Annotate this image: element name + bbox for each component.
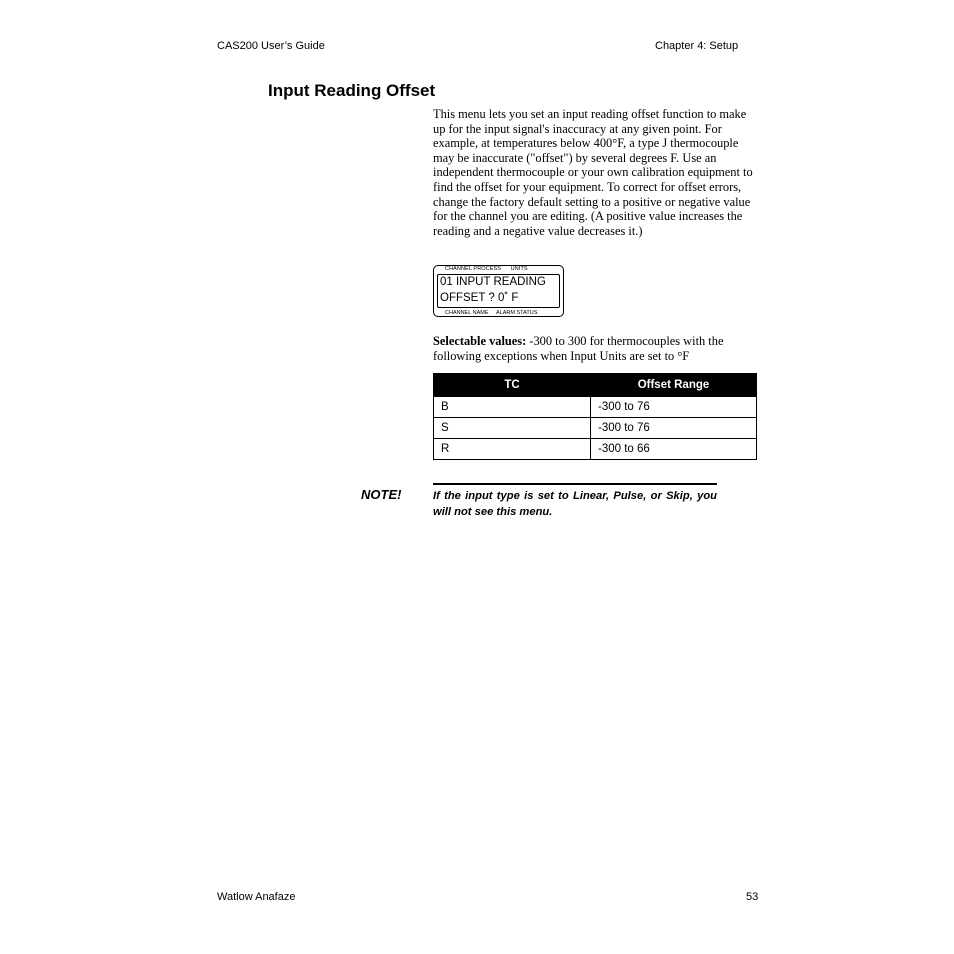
display-label-channel-name: CHANNEL NAME <box>445 310 489 316</box>
table-cell-tc: S <box>434 418 591 439</box>
display-bottom-labels <box>445 310 537 316</box>
display-top-labels <box>445 266 528 272</box>
table-cell-range: -300 to 76 <box>591 418 757 439</box>
display-label-process: PROCESS <box>473 266 502 272</box>
table-cell-range: -300 to 66 <box>591 439 757 460</box>
note-label: NOTE! <box>361 487 402 502</box>
display-line-1: 01 INPUT READING <box>440 276 546 288</box>
table-cell-tc: R <box>434 439 591 460</box>
column-header-tc: TC <box>434 374 591 397</box>
table-row <box>434 397 757 418</box>
table-cell-tc: B <box>434 397 591 418</box>
display-screen <box>437 274 560 308</box>
table-header-row <box>434 374 757 397</box>
table-row <box>434 439 757 460</box>
note-text: If the input type is set to Linear, Pulse, or Skip, you will not see this menu. <box>433 490 717 518</box>
body-paragraph: This menu lets you set an input reading offset function to make up for the input signal's inaccuracy at any given point. For example, at temperatures below 400°F, a type J thermocouple may be inaccurate ("offset") by several degrees F. Use an independent thermocouple or your own calibration equipment to find the offset for your equipment. To correct for offset errors, change the factory default setting to a positive or negative value for the channel you are editing. (A positive value increases the reading and a negative value decreases it.) <box>433 107 753 238</box>
display-line-2: OFFSET ? 0˚ F <box>440 292 519 304</box>
selectable-values-paragraph <box>433 334 763 364</box>
running-header-chapter: Chapter 4: Setup <box>655 40 739 52</box>
table-cell-range: -300 to 76 <box>591 397 757 418</box>
selectable-values-text: -300 to 300 for thermocouples with the following exceptions when Input Units are set to °F <box>433 334 724 363</box>
controller-display-illustration <box>433 265 564 317</box>
running-header-title: CAS200 User’s Guide <box>217 40 325 52</box>
column-header-offset-range: Offset Range <box>591 374 757 397</box>
page-number: 53 <box>746 891 759 903</box>
selectable-values-label: Selectable values: <box>433 334 527 348</box>
display-label-units: UNITS <box>510 266 528 272</box>
note-divider <box>433 483 717 485</box>
section-title: Input Reading Offset <box>268 81 436 100</box>
footer-company: Watlow Anafaze <box>217 891 296 903</box>
display-label-alarm-status: ALARM STATUS <box>496 310 538 316</box>
table-row <box>434 418 757 439</box>
offset-range-table <box>433 373 757 460</box>
display-label-channel: CHANNEL <box>445 266 472 272</box>
